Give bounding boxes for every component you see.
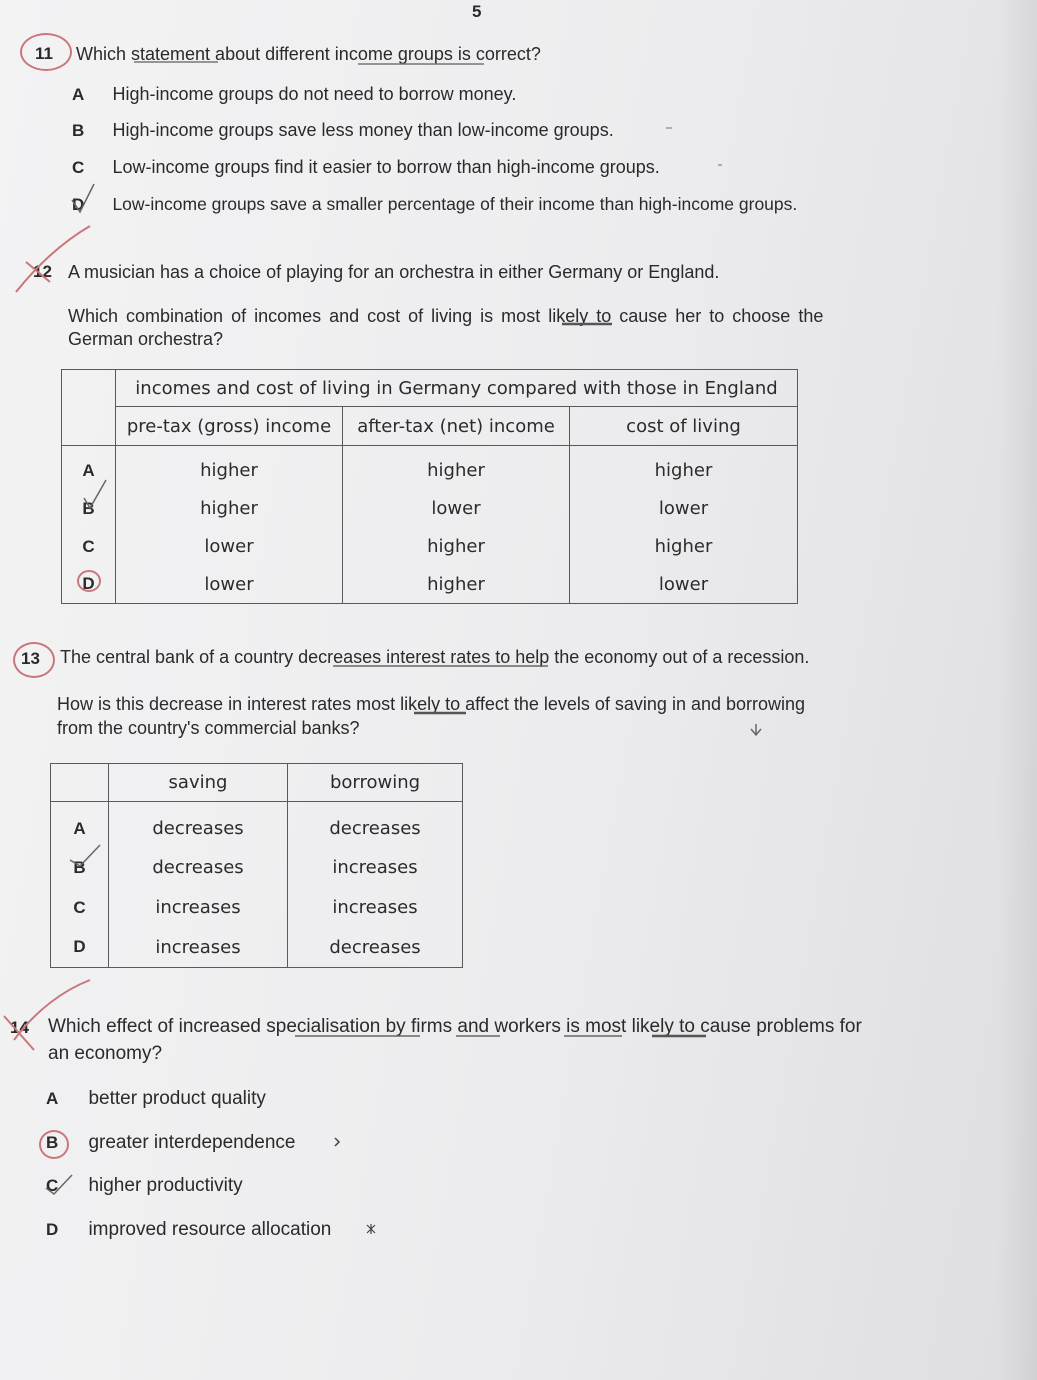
table-row — [62, 446, 798, 490]
table-row — [51, 848, 463, 888]
table-corner — [51, 764, 109, 802]
page-shadow-edge — [997, 0, 1037, 1380]
table-cell: increases — [109, 888, 288, 928]
star-mark-d — [367, 1224, 375, 1234]
table-row — [51, 802, 463, 848]
q11-number: 11 — [35, 44, 53, 63]
row-label: C — [62, 528, 116, 566]
option-letter: D — [46, 1220, 59, 1239]
table-cell: higher — [570, 528, 798, 566]
table-cell: higher — [343, 566, 570, 604]
table-row — [62, 566, 798, 604]
option-letter: A — [72, 85, 85, 104]
option-letter: B — [46, 1133, 59, 1152]
q14-option-c — [46, 1175, 243, 1197]
table-cell: increases — [109, 928, 288, 968]
option-letter: A — [46, 1089, 59, 1108]
row-label: A — [51, 802, 109, 848]
row-label: B — [51, 848, 109, 888]
q13-stem: The central bank of a country decreases interest rates to help the economy out of a recession. — [60, 647, 810, 667]
row-label: C — [51, 888, 109, 928]
q12-question-line2: German orchestra? — [68, 329, 224, 349]
q12-table — [61, 369, 798, 604]
option-letter: B — [72, 121, 85, 140]
q12-stem: A musician has a choice of playing for an orchestra in either Germany or England. — [68, 262, 720, 282]
q14-option-d — [46, 1219, 331, 1241]
table-cell: lower — [116, 566, 343, 604]
q14-number: 14 — [10, 1018, 29, 1037]
table-cell: decreases — [288, 802, 463, 848]
q12-number: 12 — [33, 262, 52, 281]
row-label: A — [62, 446, 116, 490]
table-row — [62, 490, 798, 528]
option-text: improved resource allocation — [88, 1219, 332, 1240]
q12-question-line1: Which combination of incomes and cost of living is most likely to cause her to choose the — [68, 306, 824, 326]
q13-header-saving: saving — [109, 764, 288, 802]
table-row — [62, 528, 798, 566]
q12-header-pretax: pre-tax (gross) income — [116, 407, 343, 446]
row-label: D — [62, 566, 116, 604]
page-number: 5 — [472, 2, 482, 21]
option-letter: D — [72, 195, 85, 214]
table-cell: higher — [343, 528, 570, 566]
q14-stem-line2: an economy? — [48, 1043, 163, 1064]
table-cell: higher — [116, 446, 343, 490]
table-cell: lower — [570, 490, 798, 528]
option-text: Low-income groups find it easier to borrow than high-income groups. — [112, 157, 660, 177]
table-cell: higher — [116, 490, 343, 528]
q11-stem: Which statement about different income groups is correct? — [76, 44, 541, 64]
table-cell: decreases — [109, 802, 288, 848]
table-cell: lower — [343, 490, 570, 528]
table-cell: increases — [288, 888, 463, 928]
q12-header-cost: cost of living — [570, 407, 798, 446]
table-corner — [62, 370, 116, 446]
q12-header-aftertax: after-tax (net) income — [343, 407, 570, 446]
q12-table-title: incomes and cost of living in Germany compared with those in England — [116, 370, 798, 407]
table-row — [51, 928, 463, 968]
table-cell: higher — [343, 446, 570, 490]
q14-option-b — [46, 1132, 296, 1154]
q11-option-d — [72, 194, 797, 215]
arrow-mark-b — [335, 1138, 339, 1146]
table-cell: lower — [116, 528, 343, 566]
row-label: D — [51, 928, 109, 968]
option-text: higher productivity — [88, 1175, 243, 1196]
q14-stem-line1: Which effect of increased specialisation by firms and workers is most likely to cause problems for — [48, 1016, 862, 1037]
q14-option-a — [46, 1088, 266, 1110]
table-cell: decreases — [288, 928, 463, 968]
q13-question-line1: How is this decrease in interest rates most likely to affect the levels of saving in and borrowing — [57, 694, 806, 714]
arrow-mark — [751, 724, 761, 735]
table-cell: lower — [570, 566, 798, 604]
q13-table — [50, 763, 463, 968]
row-label: B — [62, 490, 116, 528]
option-letter: C — [46, 1176, 59, 1195]
option-text: High-income groups save less money than low-income groups. — [112, 120, 614, 140]
q13-header-borrowing: borrowing — [288, 764, 463, 802]
option-letter: C — [72, 158, 85, 177]
option-text: Low-income groups save a smaller percentage of their income than high-income groups. — [112, 194, 798, 214]
q13-question-line2: from the country's commercial banks? — [57, 718, 360, 738]
q11-option-c — [72, 157, 660, 178]
option-text: High-income groups do not need to borrow money. — [112, 84, 517, 104]
option-text: better product quality — [88, 1088, 266, 1109]
q13-number: 13 — [21, 649, 40, 668]
table-cell: higher — [570, 446, 798, 490]
option-text: greater interdependence — [88, 1132, 296, 1153]
table-row — [51, 888, 463, 928]
table-cell: increases — [288, 848, 463, 888]
q11-option-a — [72, 84, 516, 105]
table-cell: decreases — [109, 848, 288, 888]
q11-option-b — [72, 120, 614, 141]
